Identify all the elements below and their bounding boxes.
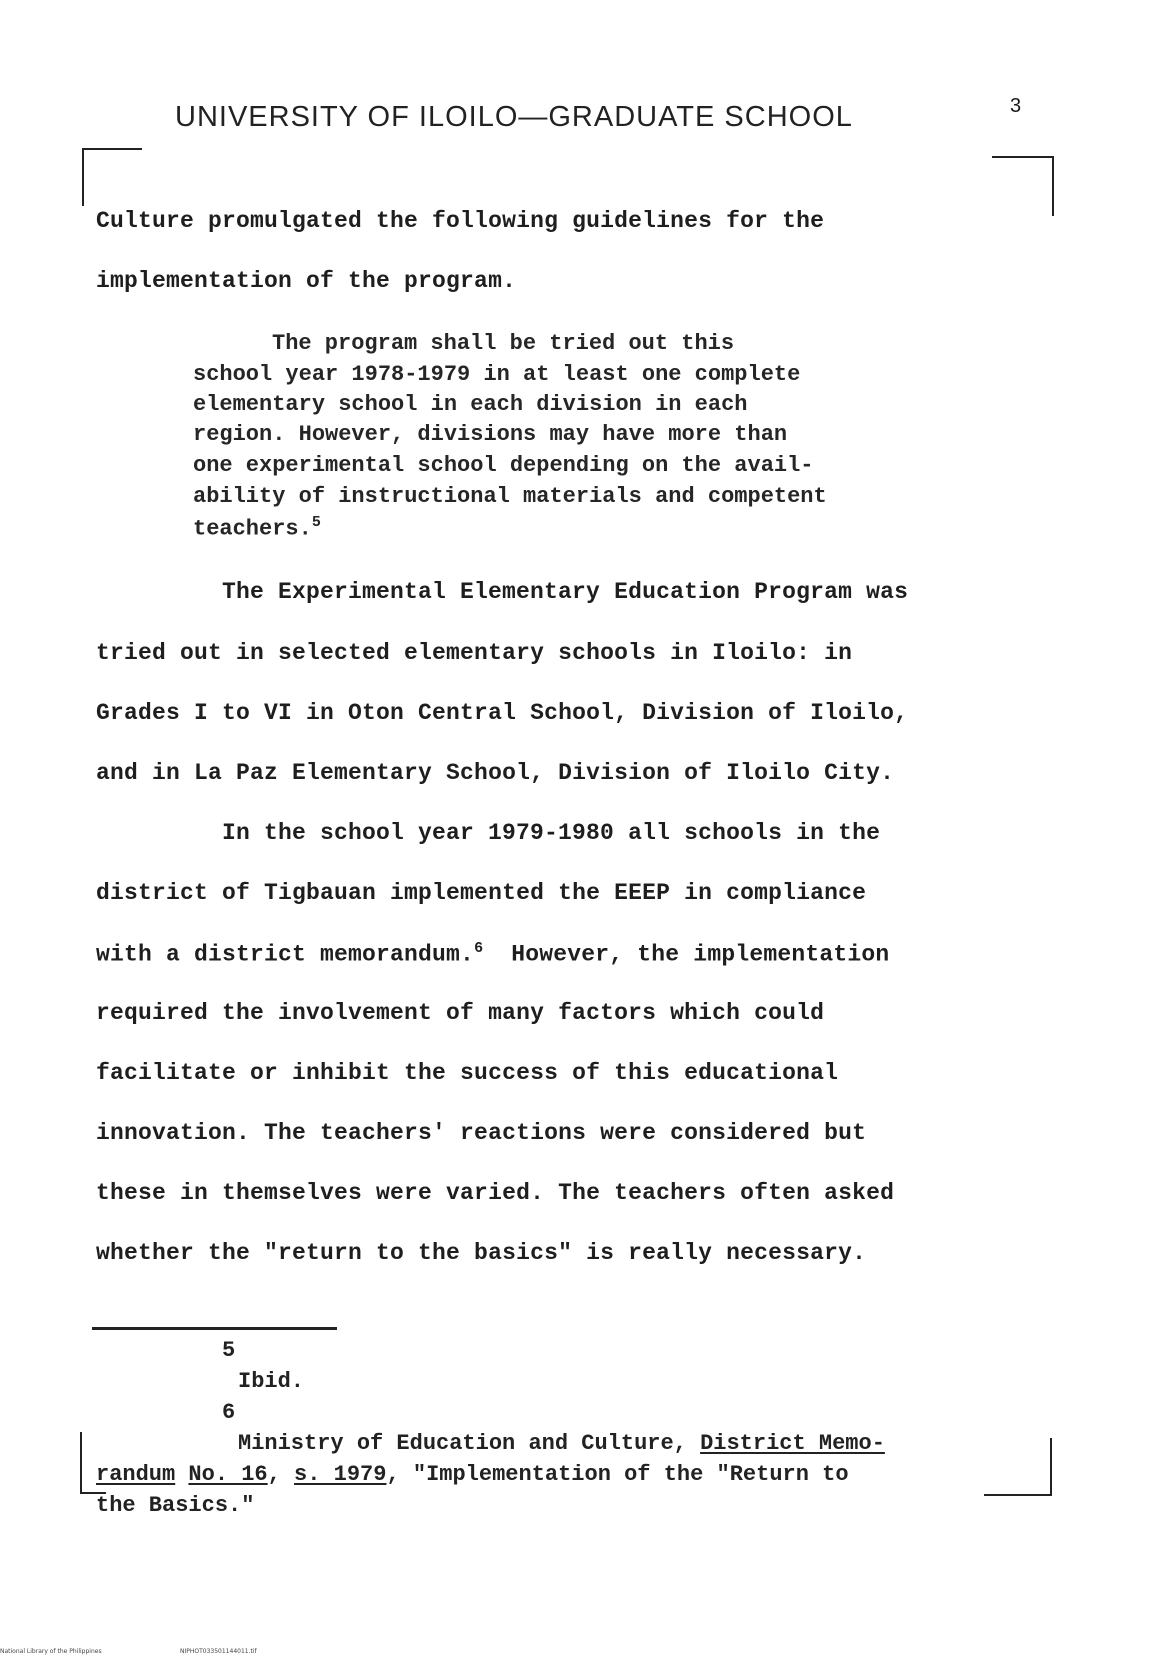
- footnote-5-number: 5: [222, 1338, 236, 1363]
- para3-line-1: In the school year 1979-1980 all schools in the: [222, 820, 881, 846]
- footnote-separator: [92, 1327, 337, 1330]
- quote-line-1: The program shall be tried out this: [272, 331, 735, 356]
- footnote-6-line-1: [238, 1431, 885, 1456]
- para3-line-2: district of Tigbauan implemented the EEEP in compliance: [96, 880, 867, 906]
- para2-line-3: Grades I to VI in Oton Central School, Division of Iloilo,: [96, 700, 909, 726]
- footnote-5-text: Ibid.: [238, 1369, 305, 1394]
- quote-line-3: elementary school in each division in each: [193, 392, 748, 417]
- para3-line-6: innovation. The teachers' reactions were considered but: [96, 1120, 867, 1146]
- footnote-6-line-2-end: , "Implementation of the "Return to: [386, 1462, 849, 1487]
- footnote-6-sep: ,: [267, 1462, 295, 1487]
- para2-line-2: tried out in selected elementary schools in Iloilo: in: [96, 640, 853, 666]
- footnote-6-line-1-a: Ministry of Education and Culture,: [238, 1431, 701, 1456]
- scan-footer-right: NIPHOT033501144011.tif: [180, 1648, 257, 1655]
- footnote-6-line-2: [96, 1462, 849, 1487]
- crop-mark-top-left-v: [82, 148, 84, 206]
- quote-line-6: ability of instructional materials and competent: [193, 484, 827, 509]
- footnote-6-title-1: District Memo-: [700, 1431, 885, 1456]
- para3-line-3-a: with a district memorandum.: [96, 941, 475, 968]
- para3-line-8: whether the "return to the basics" is really necessary.: [96, 1240, 867, 1266]
- footnote-ref-6: 6: [474, 940, 484, 957]
- crop-mark-bottom-right-h: [984, 1494, 1050, 1496]
- quote-line-5: one experimental school depending on the avail-: [193, 453, 814, 478]
- page-header: UNIVERSITY OF ILOILO—GRADUATE SCHOOL: [175, 101, 853, 133]
- page-number: 3: [1010, 95, 1022, 117]
- footnote-6-number: 6: [222, 1400, 236, 1425]
- footnote-6-title-2: randum: [96, 1462, 176, 1487]
- quote-line-7-text: teachers.: [193, 516, 312, 542]
- crop-mark-top-right-h: [992, 156, 1052, 158]
- footnote-ref-5: 5: [311, 514, 321, 531]
- quote-line-7: [193, 514, 321, 541]
- crop-mark-top-right-v: [1052, 156, 1054, 216]
- para1-line-1: Culture promulgated the following guidelines for the: [96, 208, 825, 234]
- para2-line-4: and in La Paz Elementary School, Division of Iloilo City.: [96, 760, 895, 786]
- crop-mark-bottom-right-v: [1050, 1438, 1052, 1496]
- crop-mark-bottom-left-v: [80, 1432, 82, 1492]
- para3-line-3-b: However, the implementation: [511, 941, 890, 968]
- para3-line-5: facilitate or inhibit the success of this educational: [96, 1060, 839, 1086]
- para2-line-1: The Experimental Elementary Education Program was: [222, 579, 909, 605]
- scan-footer-left: National Library of the Philippines: [0, 1648, 102, 1655]
- footnote-6-series: s. 1979: [294, 1462, 387, 1487]
- crop-mark-top-left-h: [82, 148, 142, 150]
- footnote-6-line-3: the Basics.": [96, 1493, 255, 1518]
- para1-line-2: implementation of the program.: [96, 268, 517, 294]
- footnote-6-number-ref: No. 16: [188, 1462, 268, 1487]
- para3-line-4: required the involvement of many factors which could: [96, 1000, 825, 1026]
- quote-line-2: school year 1978-1979 in at least one complete: [193, 362, 801, 387]
- para3-line-7: these in themselves were varied. The teachers often asked: [96, 1180, 895, 1206]
- quote-line-4: region. However, divisions may have more than: [193, 422, 788, 447]
- para3-line-3: [96, 940, 889, 968]
